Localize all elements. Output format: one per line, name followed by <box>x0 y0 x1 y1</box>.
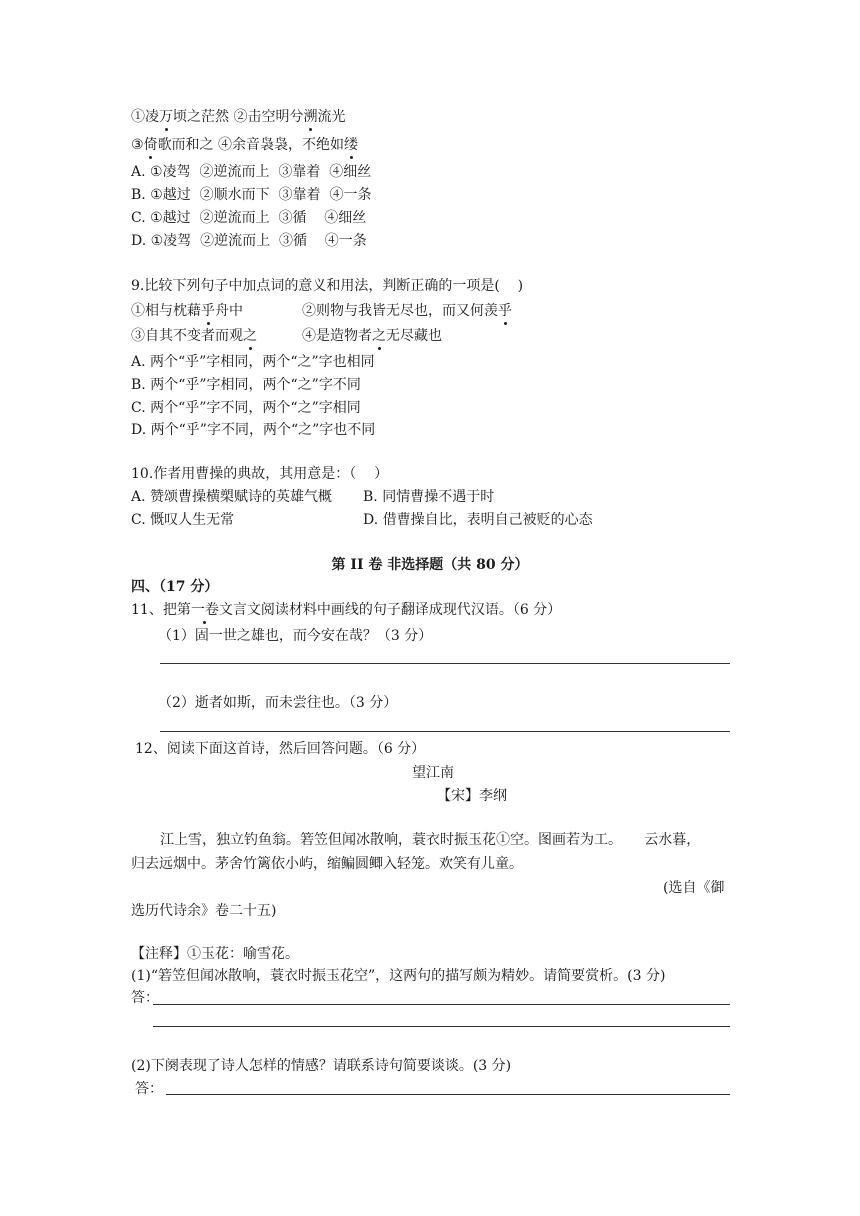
q9-item2-pre: ②则物与我皆无尽也，而又何羡 <box>302 303 498 319</box>
q8-item2-pre: ②击空明兮 <box>229 109 304 125</box>
q11-sub2: （2）逝者如斯，而未尝往也。（3 分） <box>158 695 398 711</box>
q11-answer-line-1[interactable] <box>160 663 730 664</box>
q8-row1 <box>131 108 345 126</box>
q10-option-c: C. 慨叹人生无常 <box>131 512 235 528</box>
q8-item1-dotted: 万 <box>159 109 173 125</box>
q8-item1-post: 顷之茫然 <box>173 109 229 125</box>
q12-sub1-answer-line-1[interactable] <box>153 1004 730 1005</box>
q12-sub1: (1)“箬笠但闻冰散响，蓑衣时振玉花空”，这两句的描写颇为精妙。请简要赏析。(3 分) <box>131 968 666 984</box>
q10-option-b: B. 同情曹操不遇于时 <box>363 489 495 505</box>
q10-option-d: D. 借曹操自比，表明自己被贬的心态 <box>363 512 593 528</box>
q8-option-d: D. ①凌驾 ②逆流而上 ③循 ④一条 <box>131 233 367 249</box>
q9-item4-dotted: 之 <box>372 328 386 344</box>
q9-option-d: D. 两个“乎”字不同，两个“之”字也不同 <box>131 422 376 438</box>
q8-option-a: A. ①凌驾 ②逆流而上 ③靠着 ④细丝 <box>131 164 372 180</box>
q8-item2-dotted: 溯 <box>303 109 318 125</box>
part2-title: 第 II 卷 非选择题（共 80 分） <box>331 557 529 573</box>
q11-stem-post: 文言文阅读材料中画线的句子翻译成现代汉语。（6 分） <box>218 602 562 618</box>
q12-sub1-answer-label: 答： <box>131 990 159 1006</box>
q9-row1-b <box>302 302 512 320</box>
q9-row2-b <box>302 327 442 345</box>
q9-item1-pre: ①相与枕藉 <box>131 303 201 319</box>
q9-item3-pre: ③自其不变者而观 <box>131 328 243 344</box>
poem-source-2: 选历代诗余》卷二十五) <box>131 903 277 919</box>
q12-stem: 12、阅读下面这首诗，然后回答问题。（6 分） <box>135 741 426 757</box>
q10-stem: 10.作者用曹操的典故，其用意是：（ ） <box>131 466 389 482</box>
q8-item4-pre: ④余音袅袅，不绝如 <box>213 137 345 153</box>
q8-row2 <box>131 136 358 154</box>
q9-option-a: A. 两个“乎”字相同，两个“之”字也相同 <box>131 354 375 370</box>
q9-stem: 9.比较下列句子中加点词的意义和用法，判断正确的一项是( ) <box>131 278 524 294</box>
q11-stem-pre: 11、把第 <box>131 602 191 618</box>
q9-item4-post: 无尽藏也 <box>386 328 442 344</box>
q11-stem-dotted: 一卷 <box>190 602 219 618</box>
poem-note: 【注释】①玉花：喻雪花。 <box>131 946 299 962</box>
q12-sub2-answer-label: 答： <box>135 1081 163 1097</box>
q8-item1-pre: ①凌 <box>131 109 159 125</box>
q12-sub2: (2)下阕表现了诗人怎样的情感？请联系诗句简要谈谈。(3 分) <box>131 1058 512 1074</box>
q9-item1-post: 舟中 <box>215 303 243 319</box>
q9-option-b: B. 两个“乎”字相同，两个“之”字不同 <box>131 377 361 393</box>
section-four-heading: 四、（17 分） <box>131 579 219 595</box>
q8-item3-post: 歌而和之 <box>157 137 214 153</box>
q8-item3-dotted: 倚 <box>143 137 158 153</box>
q9-item1-dotted: 乎 <box>201 303 215 319</box>
q8-item4-dotted: 缕 <box>344 137 359 153</box>
q8-option-b: B. ①越过 ②顺水而下 ③靠着 ④一条 <box>131 187 372 203</box>
q11-stem <box>131 601 561 619</box>
poem-title: 望江南 <box>412 765 454 781</box>
poem-line-1: 江上雪，独立钓鱼翁。箬笠但闻冰散响，蓑衣时振玉花①空。图画若为工。 云水暮， <box>160 832 701 848</box>
q8-item3-pre: ③ <box>131 137 144 153</box>
poem-author: 【宋】李纲 <box>437 788 507 804</box>
q11-answer-line-2[interactable] <box>160 731 730 732</box>
q9-option-c: C. 两个“乎”字不同，两个“之”字相同 <box>131 400 361 416</box>
q12-sub2-answer-line[interactable] <box>166 1094 730 1095</box>
q8-option-c: C. ①越过 ②逆流而上 ③循 ④细丝 <box>131 210 367 226</box>
q9-item4-pre: ④是造物者 <box>302 328 372 344</box>
q11-sub1: （1）固一世之雄也，而今安在哉？（3 分） <box>158 628 433 644</box>
q9-item2-dotted: 乎 <box>498 303 512 319</box>
q10-option-a: A. 赞颂曹操横槊赋诗的英雄气概 <box>131 489 333 505</box>
q9-item3-dotted: 之 <box>243 328 257 344</box>
poem-line-2: 归去远烟中。茅舍竹篱依小屿，缩鳊圆鲫入轻笼。欢笑有儿童。 <box>131 856 523 872</box>
q9-row1 <box>131 302 243 320</box>
q12-sub1-answer-line-2[interactable] <box>153 1026 730 1027</box>
poem-source-1: (选自《御 <box>663 880 725 896</box>
q9-row2 <box>131 327 257 345</box>
q8-item2-post: 流光 <box>317 109 346 125</box>
